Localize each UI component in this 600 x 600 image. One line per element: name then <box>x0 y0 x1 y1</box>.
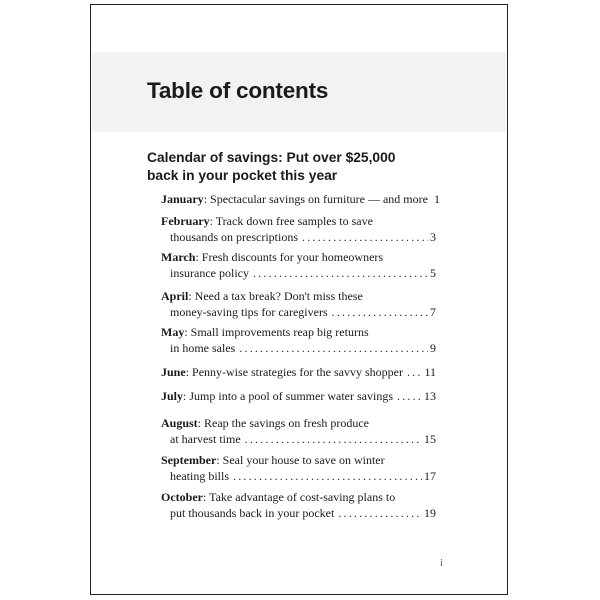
page-title: Table of contents <box>147 78 329 103</box>
toc-entry-september[interactable] <box>161 452 436 484</box>
toc-month: April <box>161 289 189 303</box>
toc-month: May <box>161 325 185 339</box>
toc-page-number: 13 <box>424 389 436 403</box>
toc-title: : Spectacular savings on furniture — and more <box>203 192 428 206</box>
dot-leader <box>338 505 422 521</box>
toc-entry-april[interactable] <box>161 288 436 320</box>
toc-title-continued: put thousands back in your pocket <box>170 506 335 520</box>
toc-entry-august[interactable] <box>161 415 436 447</box>
toc-page-number: 9 <box>430 341 436 355</box>
dot-leader <box>302 229 428 245</box>
toc-entry-may[interactable] <box>161 324 436 356</box>
toc-month: January <box>161 192 204 206</box>
toc-month: July <box>161 389 184 403</box>
dot-leader <box>253 265 428 281</box>
dot-leader <box>233 468 422 484</box>
toc-title-continued: in home sales <box>170 341 236 355</box>
toc-title-continued: insurance policy <box>170 266 249 280</box>
toc-month: February <box>161 214 210 228</box>
toc-entry-july[interactable] <box>161 388 436 404</box>
toc-page-number: 19 <box>424 506 436 520</box>
toc-title: : Need a tax break? Don't miss these <box>188 289 363 303</box>
toc-page-number: 3 <box>430 230 436 244</box>
toc-title: : Track down free samples to save <box>209 214 373 228</box>
section-heading: Calendar of savings: Put over $25,000 back in your pocket this year <box>147 150 396 183</box>
toc-month: September <box>161 453 217 467</box>
toc-page-number: 17 <box>424 469 436 483</box>
toc-month: October <box>161 490 203 504</box>
dot-leader <box>245 431 422 447</box>
toc-page-number: 11 <box>424 365 436 379</box>
toc-title: : Take advantage of cost-saving plans to <box>202 490 396 504</box>
toc-month: June <box>161 365 186 379</box>
toc-entry-june[interactable] <box>161 364 436 380</box>
toc-title: : Penny-wise strategies for the savvy shopper <box>185 365 403 379</box>
toc-title: : Small improvements reap big returns <box>184 325 369 339</box>
toc-page-number: 1 <box>433 192 440 206</box>
toc-entry-february[interactable] <box>161 213 436 245</box>
dot-leader <box>239 340 428 356</box>
dot-leader <box>397 388 422 404</box>
toc-title: : Fresh discounts for your homeowners <box>195 250 384 264</box>
toc-title-continued: heating bills <box>170 469 229 483</box>
toc-month: March <box>161 250 196 264</box>
toc-entry-march[interactable] <box>161 249 436 281</box>
toc-title: : Reap the savings on fresh produce <box>197 416 369 430</box>
toc-page-number: 7 <box>430 305 436 319</box>
document-page <box>90 4 508 595</box>
toc-title: : Jump into a pool of summer water savings <box>183 389 393 403</box>
toc-title-continued: money-saving tips for caregivers <box>170 305 328 319</box>
toc-page-number: 15 <box>424 432 436 446</box>
toc-month: August <box>161 416 198 430</box>
toc-title: : Seal your house to save on winter <box>216 453 385 467</box>
toc-title-continued: at harvest time <box>170 432 241 446</box>
toc-entry-october[interactable] <box>161 489 436 521</box>
dot-leader <box>407 364 422 380</box>
toc-title-continued: thousands on prescriptions <box>170 230 298 244</box>
toc-page-number: 5 <box>430 266 436 280</box>
toc-entry-january[interactable] <box>161 191 440 207</box>
dot-leader <box>332 304 428 320</box>
folio-page-number: i <box>440 558 443 569</box>
